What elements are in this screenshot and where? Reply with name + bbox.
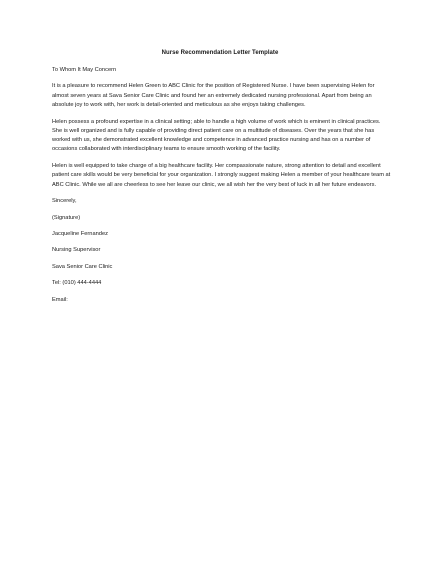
email-line: Email: [52,296,68,303]
paragraph-expertise: Helen possess a profound expertise in a clinical setting; able to handle a high volume of work which is eminent in clinical practices. She is well organized and is fully capable of providing direct patient care on a multitude of diseases. Over the years that she has worked with us, she demonstrated excellent knowledge and competence in advanced practice nursing and has on a number of occasions collaborated with interdisciplinary teams to ensure smooth working of the facility. [52,118,381,153]
paragraph-intro: It is a pleasure to recommend Helen Green to ABC Clinic for the position of Registered Nurse. I have been supervising Helen for almost seven years at Sava Senior Care Clinic and found her an extremely dedicated nursing professional. Apart from being an absolute joy to work with, her work is detail-oriented and meticulous as she enjoys taking challenges. [52,83,375,109]
signer-name: Jacqueline Fernandez [52,230,108,237]
closing: Sincerely, [52,198,77,205]
signer-title: Nursing Supervisor [52,247,101,254]
paragraph-recommendation: Helen is well equipped to take charge of a big healthcare facility. Her compassionate nature, strong attention to detail and excellent patient care skills would be very beneficial for your organization. I strongly suggest making Helen a member of your healthcare team at ABC Clinic. While we all are cheerless to see her leave our clinic, we all wish her the very best of luck in all her future endeavors. [52,162,391,188]
document-title: Nurse Recommendation Letter Template [161,50,279,56]
letter-body [52,66,392,312]
salutation: To Whom It May Concern [52,67,117,73]
signature-placeholder: (Signature) [52,214,81,221]
signer-organization: Sava Senior Care Clinic [52,263,113,270]
phone-line: Tel: (010) 444-4444 [52,280,102,287]
